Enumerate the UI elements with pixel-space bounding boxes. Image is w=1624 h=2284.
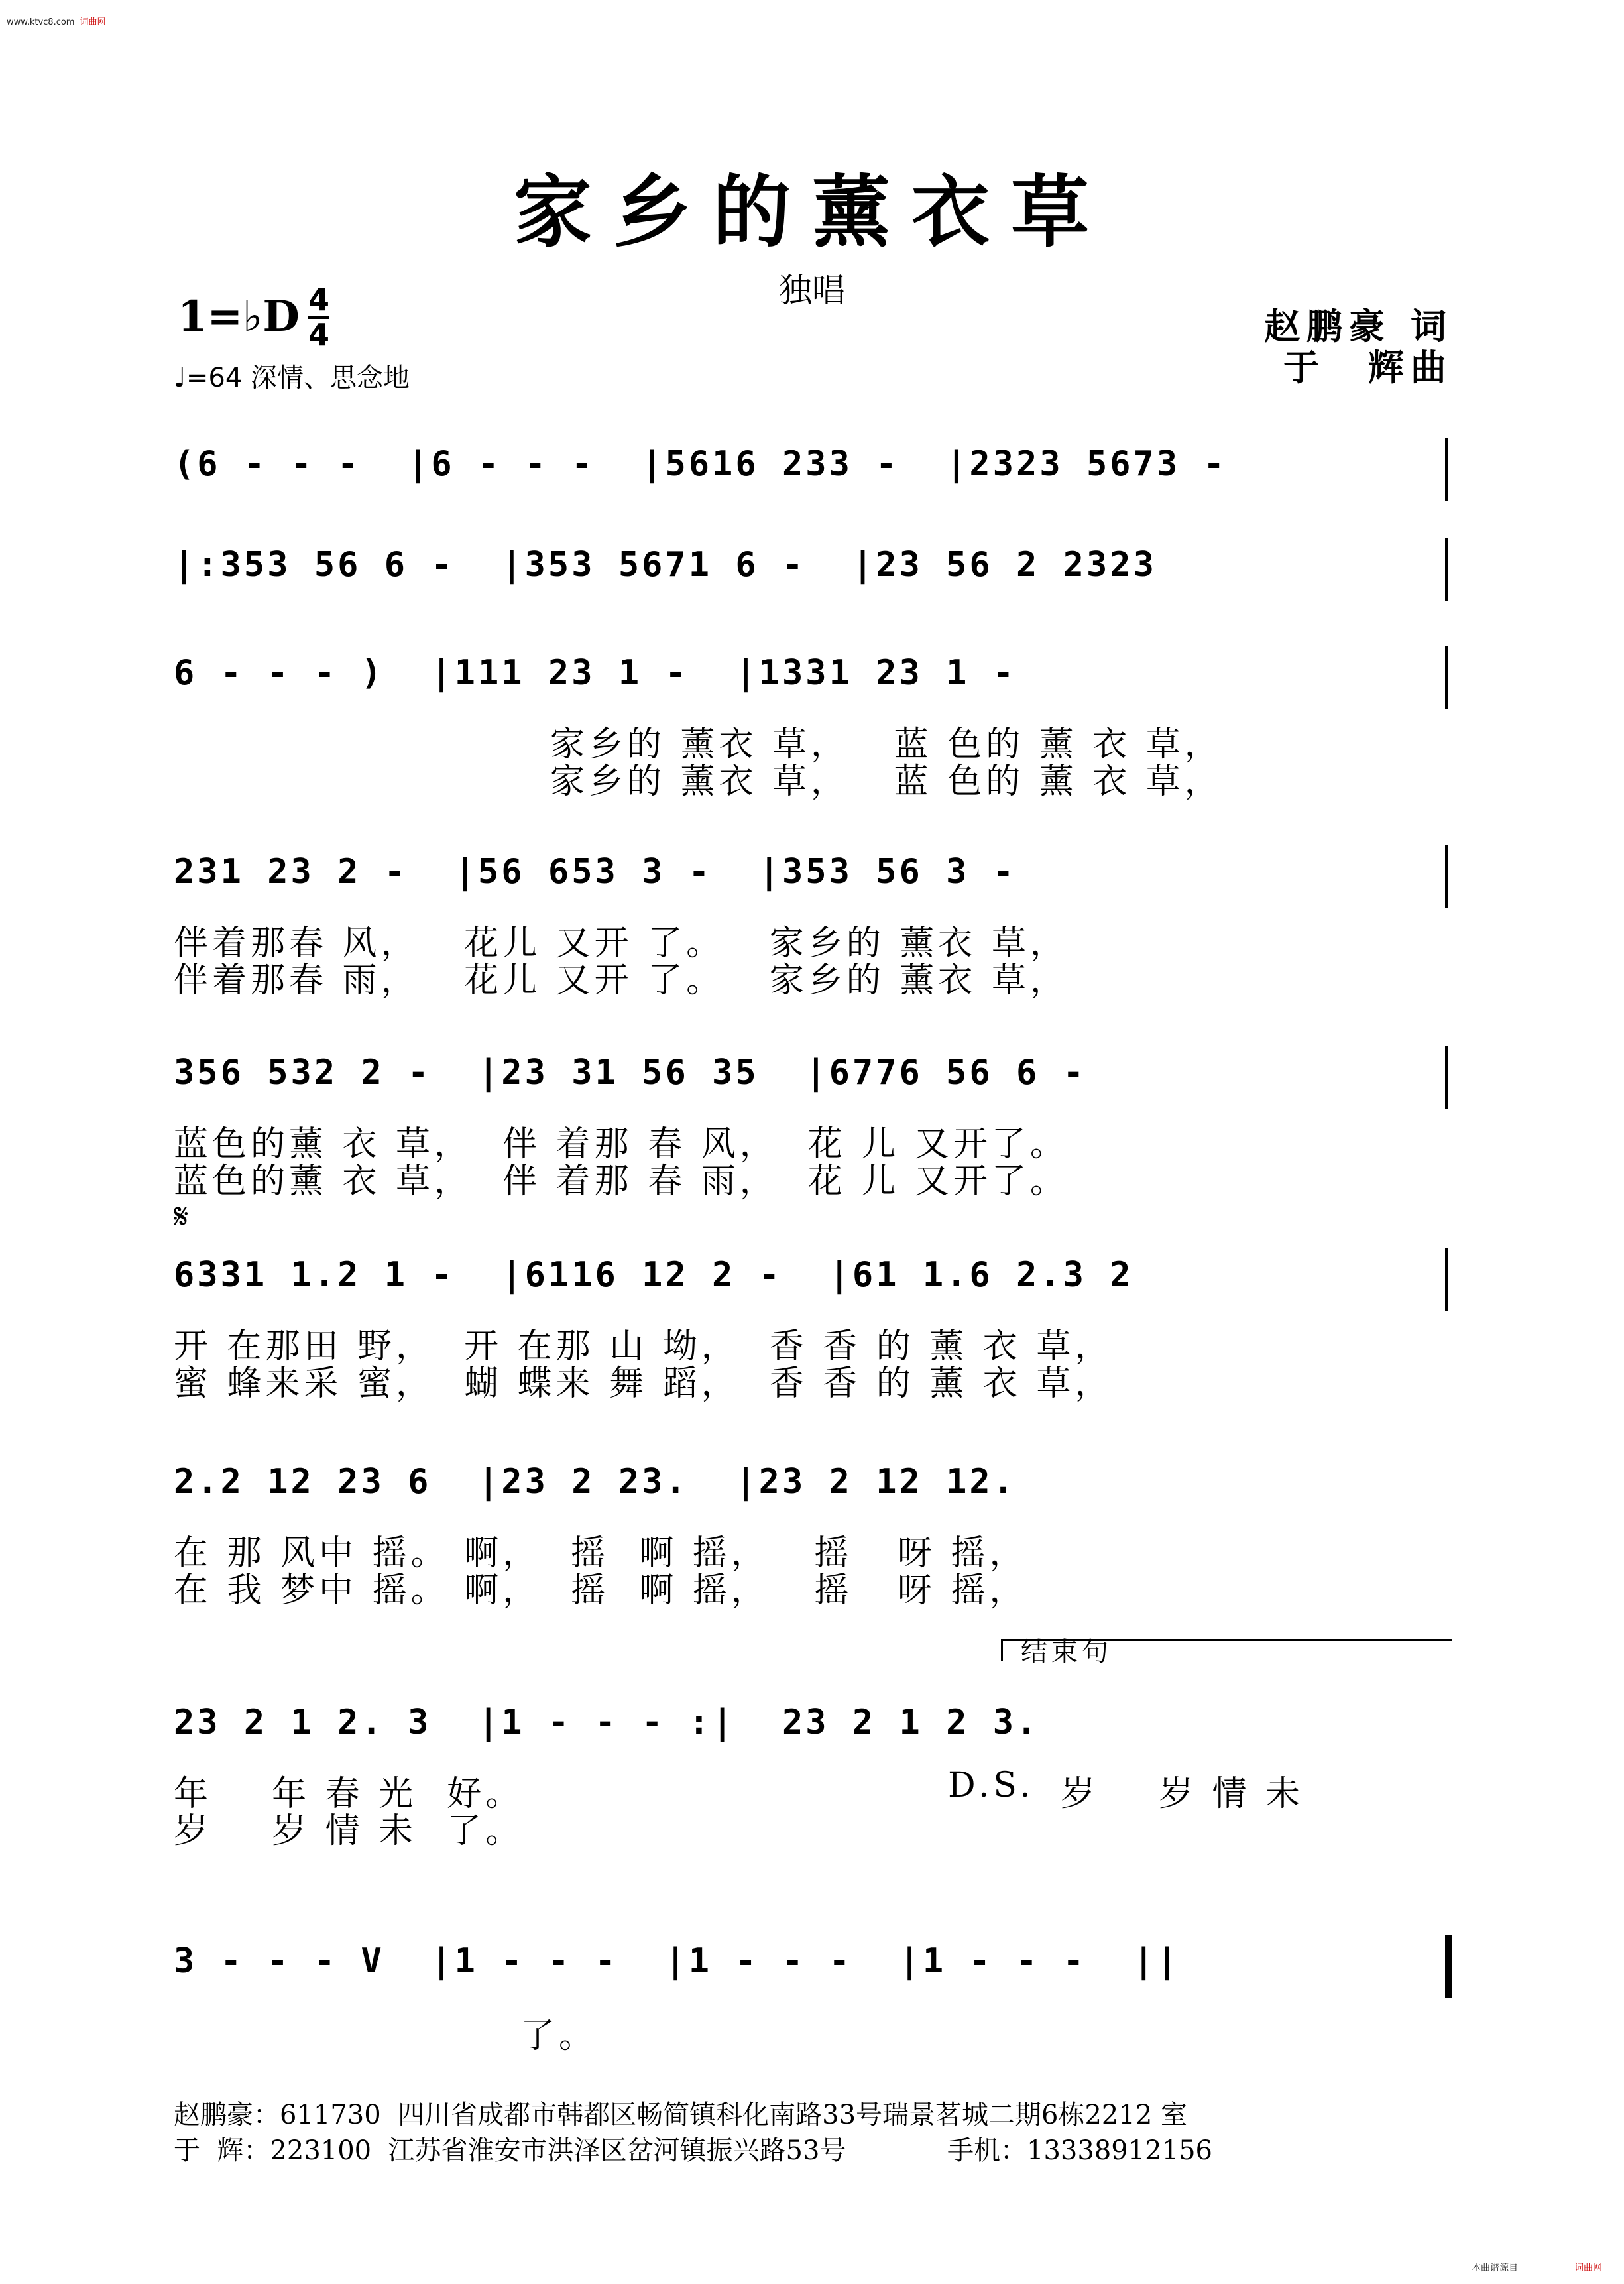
score-row-8: 23 2 1 2. 3 |1 - - - :| 23 2 1 2 3. [174,1703,1040,1742]
lyrics-verse2-row8: 岁 岁 情 未 了。 [174,1811,524,1851]
lyrics-verse1-row6: 开 在那田 野， 开 在那 山 坳， 香 香 的 薰 衣 草， [174,1327,1114,1366]
lyrics-verse2-row5: 蓝色的薰 衣 草， 伴 着那 春 雨， 花 儿 又开了。 [174,1162,1069,1201]
composer-credit: 于 辉曲 [1283,346,1453,389]
site-name: 词曲网 [80,17,106,27]
final-barline [1445,1935,1452,1998]
time-top: 4 [308,282,330,318]
lyrics-ending-row9: 了。 [520,2016,598,2056]
score-row-1: (6 - - - |6 - - - |5616 233 - |2323 5673 - [174,444,1227,484]
ds-label: D.S. [948,1766,1035,1805]
key-signature: 1=♭D [178,292,300,341]
lyrics-verse1-row8: 年 年 春 光 好。 [174,1774,524,1814]
lyrics-verse1-row4: 伴着那春 风， 花儿 又开 了。 家乡的 薰衣 草， [174,924,1069,963]
lyrics-verse2-row6: 蜜 蜂来采 蜜， 蝴 蝶来 舞 蹈， 香 香 的 薰 衣 草， [174,1364,1114,1404]
ending-label: 结束句 [1021,1637,1112,1667]
score-row-6: 6331 1.2 1 - |6116 12 2 - |61 1.6 2.3 2 [174,1255,1133,1295]
lyrics-verse2-row7: 在 我 梦中 摇。 啊， 摇 啊 摇， 摇 呀 摇， [174,1571,1028,1610]
barline [1445,646,1448,709]
time-signature [308,284,329,351]
score-row-5: 356 532 2 - |23 31 56 35 |6776 56 6 - [174,1053,1086,1093]
tempo-marking: ♩=64 深情、思念地 [174,363,410,393]
song-title: 家乡的薰衣草 [513,166,1110,258]
segno-sign: 𝄋 [174,1197,189,1236]
score-row-9: 3 - - - V |1 - - - |1 - - - |1 - - - || [174,1941,1181,1981]
lyrics-verse2-row3: 家乡的 薰衣 草， 蓝 色的 薰 衣 草， [550,762,1223,802]
site-header [7,15,106,27]
time-bottom: 4 [308,317,330,353]
lyrics-verse1-row3: 家乡的 薰衣 草， 蓝 色的 薰 衣 草， [550,725,1223,764]
lyrics-verse1-row7: 在 那 风中 摇。 啊， 摇 啊 摇， 摇 呀 摇， [174,1533,1028,1573]
score-row-2: |:353 56 6 - |353 5671 6 - |23 56 2 2323 [174,545,1157,585]
score-row-7: 2.2 12 23 6 |23 2 23. |23 2 12 12. [174,1462,1017,1502]
barline [1445,438,1448,501]
score-row-3: 6 - - - ) |111 23 1 - |1331 23 1 - [174,653,1017,693]
barline [1445,1046,1448,1109]
song-subtitle: 独唱 [779,271,845,310]
barline [1445,845,1448,908]
lyricist-credit: 赵鹏豪 词 [1264,305,1453,347]
site-url: www.ktvc8.com [7,17,75,27]
barline [1445,538,1448,601]
lyrics-ending-row8: 岁 岁 情 未 [1061,1774,1305,1814]
lyrics-verse1-row5: 蓝色的薰 衣 草， 伴 着那 春 风， 花 儿 又开了。 [174,1124,1069,1164]
corner-source-text: 本曲谱源自 [1472,2263,1518,2273]
corner-site-name: 词曲网 [1574,2263,1602,2273]
barline [1445,1248,1448,1311]
footer-contact-composer: 于 辉：223100 江苏省淮安市洪泽区岔河镇振兴路53号 手机：13338912156 [174,2135,1212,2166]
score-row-4: 231 23 2 - |56 653 3 - |353 56 3 - [174,852,1017,892]
footer-contact-lyricist: 赵鹏豪：611730 四川省成都市韩都区畅简镇科化南路33号瑞景茗城二期6栋2212 室 [174,2100,1187,2130]
lyrics-verse2-row4: 伴着那春 雨， 花儿 又开 了。 家乡的 薰衣 草， [174,961,1069,1000]
